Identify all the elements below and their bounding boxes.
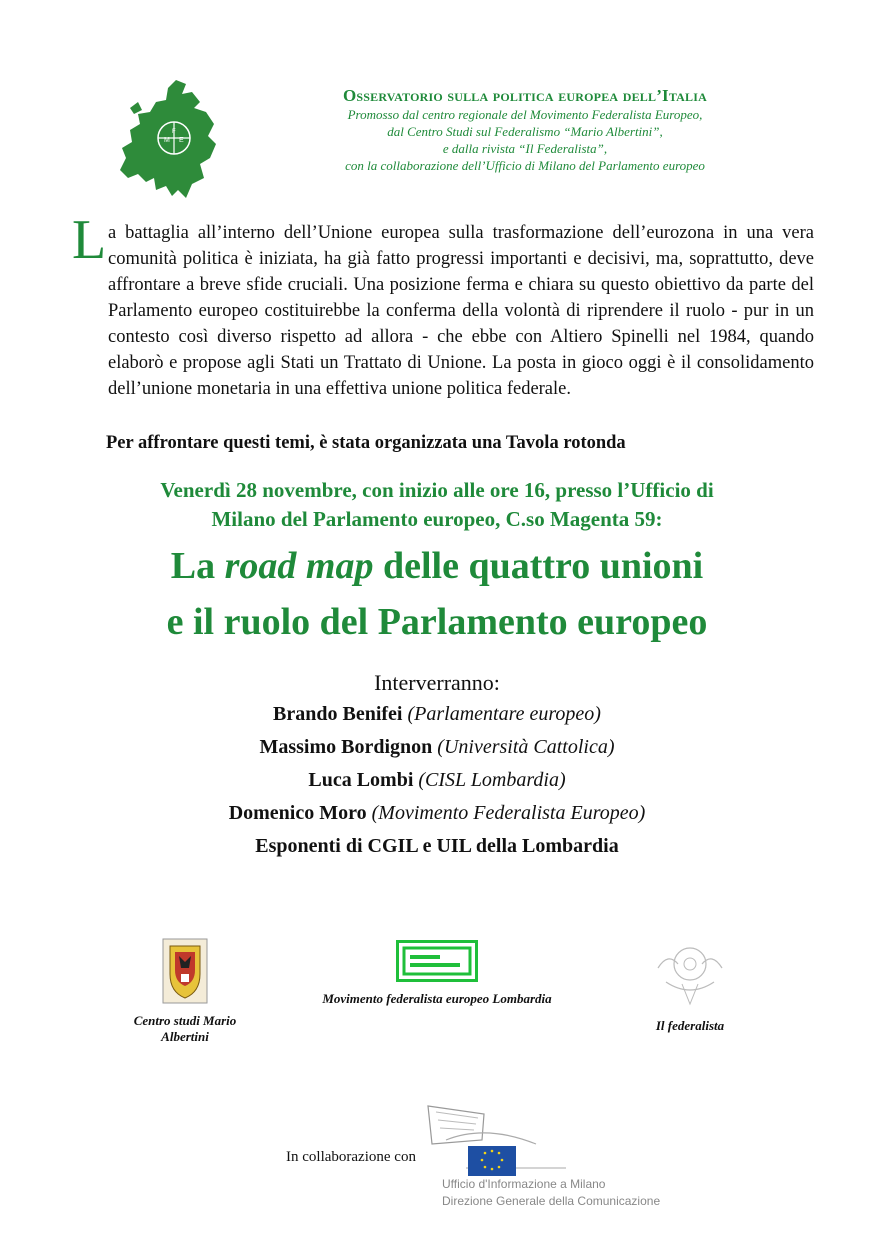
map-letter: M xyxy=(164,137,170,144)
intro-text: a battaglia all’interno dell’Unione europea sulla trasformazione dell’eurozona in una vera comunità politica è iniziata, ha già fatto progressi importanti e decisivi, ma, soprattutto, deve affrontare a breve sfide cruciali. Una posizione ferma e chiara su questo obiettivo da parte del Parlamento europeo costituirebbe la conferma della volontà di riprendere il ruolo - pur in un contesto così diverso rispetto ad allora - che ebbe con Altiero Spinelli nel 1984, quando elaborò e propose agli Stati un Trattato di Unione. La posta in gioco oggi è il consolidamento dell’unione monetaria in una effettiva unione politica federale. xyxy=(108,223,814,399)
federalista-emblem-logo xyxy=(652,938,728,1008)
intro-paragraph xyxy=(108,220,814,402)
drop-cap: L xyxy=(72,209,107,271)
speaker-item xyxy=(100,731,774,764)
title-post: delle quattro unioni xyxy=(373,545,704,587)
event-title xyxy=(40,538,834,650)
round-table-announcement: Per affrontare questi temi, è stata organizzata una Tavola rotonda xyxy=(106,433,626,453)
event-location-line: Milano del Parlamento europeo, C.so Magenta 59: xyxy=(211,507,663,531)
map-letter: F xyxy=(172,129,176,135)
speakers-block xyxy=(100,668,774,863)
header-line: Promosso dal centro regionale del Movimento Federalista Europeo, xyxy=(347,107,703,122)
albertini-caption: Centro studi Mario Albertini xyxy=(133,1013,237,1044)
speaker-name: Brando Benifei xyxy=(273,703,403,725)
speaker-affiliation: (Parlamentare europeo) xyxy=(407,703,601,725)
speaker-item xyxy=(100,698,774,731)
speaker-affiliation: (Movimento Federalista Europeo) xyxy=(371,802,646,824)
europe-map-logo xyxy=(116,78,222,200)
speaker-name: Esponenti di CGIL e UIL della Lombardia xyxy=(255,835,619,857)
speakers-heading: Interverranno: xyxy=(374,670,500,695)
header-line: con la collaborazione dell’Ufficio di Milano del Parlamento europeo xyxy=(345,158,705,173)
ep-office-info xyxy=(442,1176,660,1210)
speaker-name: Massimo Bordignon xyxy=(259,736,433,758)
european-parliament-logo xyxy=(426,1100,596,1182)
map-letter: E xyxy=(179,137,184,144)
speaker-item xyxy=(100,797,774,830)
office-line2: Direzione Generale della Comunicazione xyxy=(442,1194,661,1208)
event-date-line: Venerdì 28 novembre, con inizio alle ore 16, presso l’Ufficio di xyxy=(160,478,714,502)
event-title-line1 xyxy=(40,538,834,594)
federalista-caption: Il federalista xyxy=(655,1018,725,1033)
title-pre: La xyxy=(170,545,225,587)
header-line: e dalla rivista “Il Federalista”, xyxy=(442,141,608,156)
event-details xyxy=(60,476,814,534)
collaboration-label: In collaborazione con xyxy=(286,1149,416,1165)
header-line: dal Centro Studi sul Federalismo “Mario Albertini”, xyxy=(387,124,663,139)
header-title: Osservatorio sulla politica europea dell’Italia xyxy=(342,86,707,105)
speaker-affiliation: (Università Cattolica) xyxy=(437,736,615,758)
speaker-affiliation: (CISL Lombardia) xyxy=(418,769,566,791)
albertini-crest-logo xyxy=(162,938,208,1004)
mfe-logo xyxy=(396,940,478,982)
mfe-caption: Movimento federalista europeo Lombardia xyxy=(322,991,552,1006)
header-block xyxy=(290,86,760,174)
speaker-item xyxy=(100,830,774,863)
speaker-name: Domenico Moro xyxy=(228,802,367,824)
office-line1: Ufficio d'Informazione a Milano xyxy=(442,1177,606,1191)
title-italic: road map xyxy=(224,545,374,587)
speaker-item xyxy=(100,764,774,797)
event-title-line2: e il ruolo del Parlamento europeo xyxy=(166,601,708,643)
speaker-name: Luca Lombi xyxy=(308,769,414,791)
